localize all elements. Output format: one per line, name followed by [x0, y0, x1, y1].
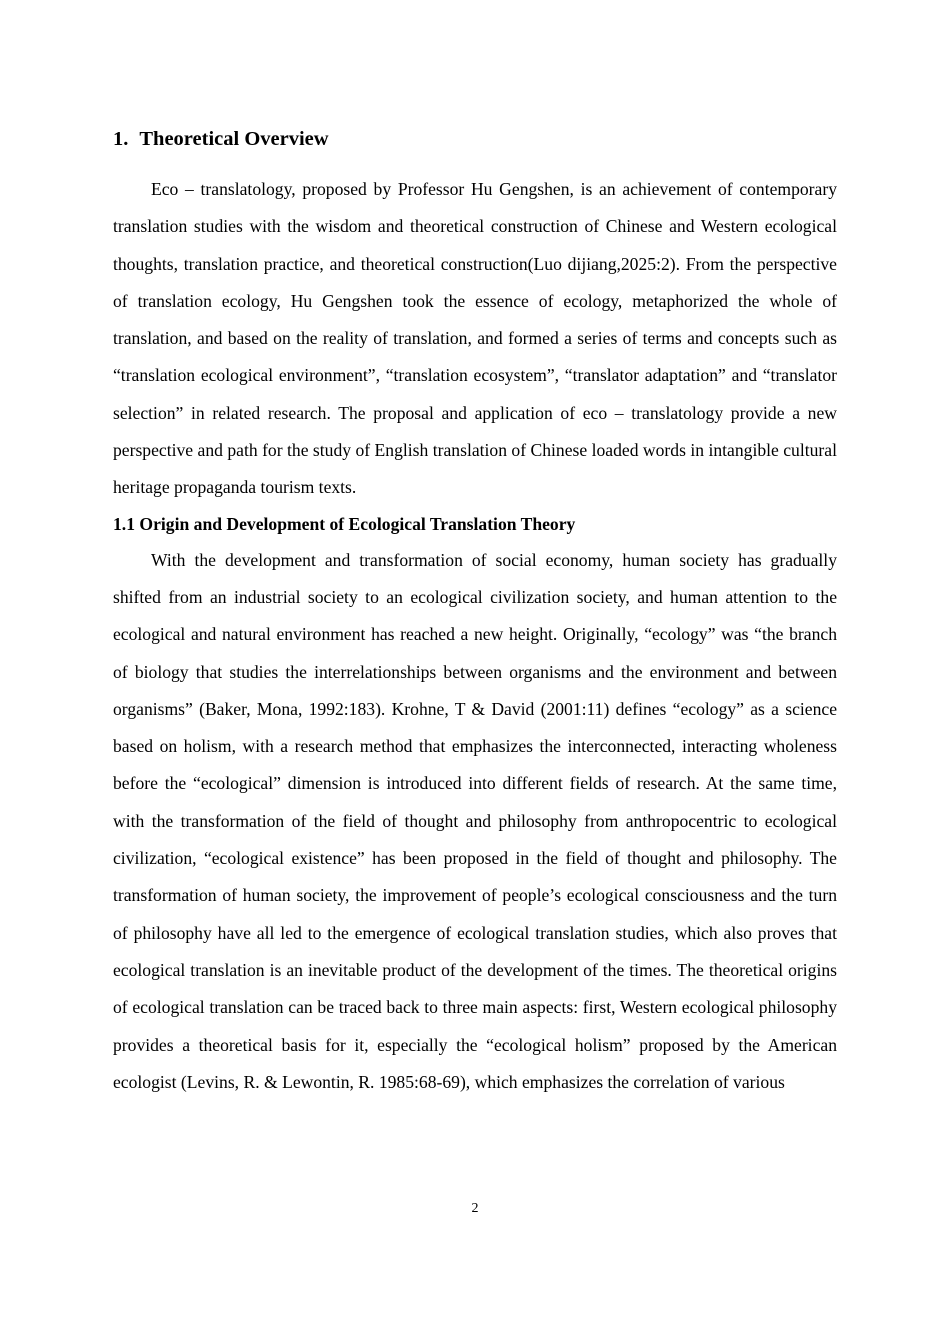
section-number: 1. [113, 128, 129, 150]
section-heading [113, 120, 837, 158]
page-number: 2 [471, 1201, 479, 1216]
document-page [113, 120, 837, 1101]
subsection-paragraph: With the development and transformation of social economy, human society has gradually shifted from an industrial society to an ecological civilization society, and human attention to the ecological and natural environment has reached a new height. Originally, “ecology” was “the branch of biology that studies the interrelationships between organisms and the environment and between organisms” (Baker, Mona, 1992:183). Krohne, T & David (2001:11) defines “ecology” as a science based on holism, with a research method that emphasizes the interconnected, interacting wholeness before the “ecological” dimension is introduced into different fields of research. At the same time, with the transformation of the field of thought and philosophy from anthropocentric to ecological civilization, “ecological existence” has been proposed in the field of thought and philosophy. The transformation of human society, the improvement of people’s ecological consciousness and the turn of philosophy have all led to the emergence of ecological translation studies, which also proves that ecological translation is an inevitable product of the development of the times. The theoretical origins of ecological translation can be traced back to three main aspects: first, Western ecological philosophy provides a theoretical basis for it, especially the “ecological holism” proposed by the American ecologist (Levins, R. & Lewontin, R. 1985:68-69), which emphasizes the correlation of various [113, 549, 837, 1092]
section-paragraph: Eco – translatology, proposed by Professor Hu Gengshen, is an achievement of contemporary translation studies with the wisdom and theoretical construction of Chinese and Western ecological thoughts, translation practice, and theoretical construction(Luo dijiang,2025:2). From the perspective of translation ecology, Hu Gengshen took the essence of ecology, metaphorized the whole of translation, and based on the reality of translation, and formed a series of terms and concepts such as “translation ecological environment”, “translation ecosystem”, “translator adaptation” and “translator selection” in related research. The proposal and application of eco – translatology provide a new perspective and path for the study of English translation of Chinese loaded words in intangible cultural heritage propaganda tourism texts. [113, 179, 837, 498]
subsection-heading: 1.1 Origin and Development of Ecological Translation Theory [113, 513, 576, 534]
section-title: Theoretical Overview [139, 128, 329, 150]
